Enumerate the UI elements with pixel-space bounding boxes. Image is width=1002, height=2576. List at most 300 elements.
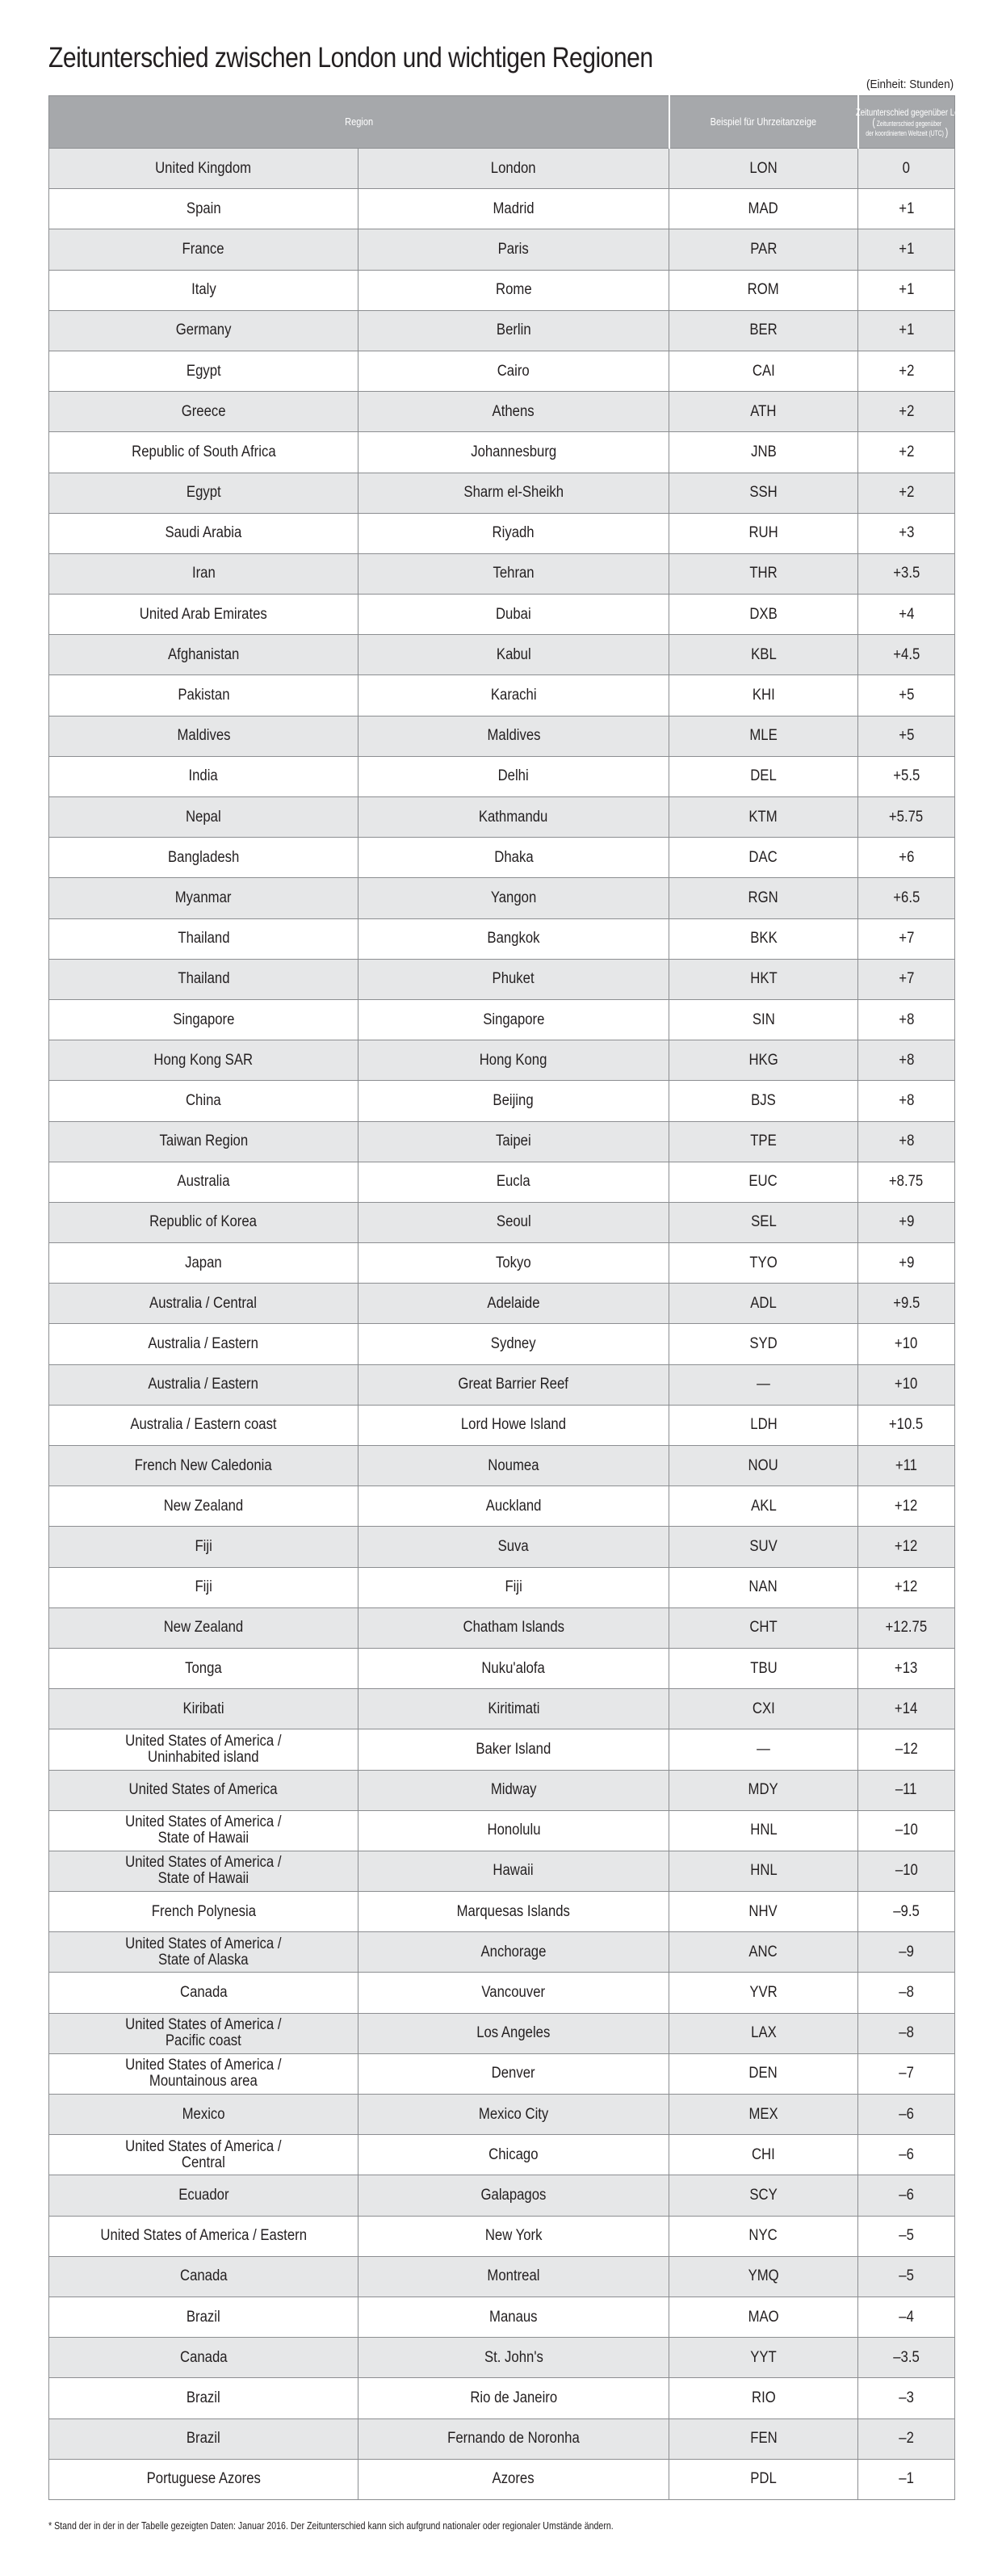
time-diff-cell: –9.5 [858, 1892, 955, 1932]
city-cell: Galapagos [358, 2175, 669, 2216]
code-cell: EUC [669, 1162, 858, 1202]
country-cell: Brazil [49, 2297, 358, 2337]
time-diff-cell: +1 [858, 189, 955, 229]
table-row [49, 473, 955, 513]
country-cell: United States of America / Mountainous area [49, 2053, 358, 2094]
city-cell: Great Barrier Reef [358, 1364, 669, 1405]
city-cell: Dubai [358, 595, 669, 635]
city-cell: Kabul [358, 635, 669, 675]
table-row [49, 1364, 955, 1405]
country-cell: Australia / Eastern [49, 1364, 358, 1405]
country-cell: United States of America / State of Hawaii [49, 1810, 358, 1851]
country-cell: Canada [49, 1973, 358, 2013]
time-diff-cell: +11 [858, 1446, 955, 1486]
city-cell: Hawaii [358, 1851, 669, 1891]
time-diff-cell: +1 [858, 229, 955, 270]
city-cell: Baker Island [358, 1729, 669, 1770]
table-row [49, 513, 955, 553]
city-cell: Rome [358, 270, 669, 310]
time-diff-cell: –5 [858, 2216, 955, 2256]
time-diff-cell: +14 [858, 1689, 955, 1729]
code-cell: RUH [669, 513, 858, 553]
table-row [49, 1202, 955, 1242]
time-diff-cell: –12 [858, 1729, 955, 1770]
code-cell: CHT [669, 1607, 858, 1648]
table-row [49, 1607, 955, 1648]
time-diff-cell: +8.75 [858, 1162, 955, 1202]
code-cell: HNL [669, 1810, 858, 1851]
time-diff-cell: +9.5 [858, 1284, 955, 1324]
city-cell: Chicago [358, 2135, 669, 2175]
country-cell: United Kingdom [49, 149, 358, 189]
country-cell: Republic of South Africa [49, 432, 358, 473]
code-cell: KTM [669, 797, 858, 838]
code-cell: SSH [669, 473, 858, 513]
country-cell: United States of America / State of Hawaii [49, 1851, 358, 1891]
country-cell: Australia [49, 1162, 358, 1202]
header-diff-sub-2: der koordinierten Weltzeit (UTC) ) [865, 125, 948, 138]
table-row [49, 270, 955, 310]
city-cell: Manaus [358, 2297, 669, 2337]
code-cell: THR [669, 553, 858, 594]
code-cell: NAN [669, 1567, 858, 1607]
code-cell: BER [669, 310, 858, 351]
code-cell: ANC [669, 1932, 858, 1973]
table-row [49, 553, 955, 594]
country-cell: United States of America / Pacific coast [49, 2013, 358, 2053]
city-cell: Phuket [358, 959, 669, 999]
code-cell: NOU [669, 1446, 858, 1486]
time-diff-cell: +12.75 [858, 1607, 955, 1648]
time-diff-cell: +8 [858, 1040, 955, 1081]
time-diff-cell: +7 [858, 918, 955, 959]
table-row [49, 2338, 955, 2378]
country-cell: Greece [49, 392, 358, 432]
code-cell: CHI [669, 2135, 858, 2175]
time-diff-cell: +6.5 [858, 878, 955, 918]
header-clock-example: Beispiel für Uhrzeitanzeige [669, 96, 858, 149]
code-cell: PDL [669, 2459, 858, 2499]
time-diff-cell: –1 [858, 2459, 955, 2499]
table-row [49, 1162, 955, 1202]
city-cell: Denver [358, 2053, 669, 2094]
table-row [49, 797, 955, 838]
time-diff-cell: +6 [858, 838, 955, 878]
table-row [49, 1892, 955, 1932]
header-diff-sub: ( Zeitunterschied gegenüber [871, 116, 941, 128]
code-cell: LON [669, 149, 858, 189]
table-header-row [49, 96, 955, 149]
code-cell: MLE [669, 716, 858, 756]
city-cell: Sharm el-Sheikh [358, 473, 669, 513]
code-cell: ATH [669, 392, 858, 432]
city-cell: Chatham Islands [358, 1607, 669, 1648]
country-cell: Taiwan Region [49, 1121, 358, 1162]
time-diff-cell: +5.5 [858, 756, 955, 796]
time-diff-cell: +1 [858, 310, 955, 351]
city-cell: Los Angeles [358, 2013, 669, 2053]
country-cell: Canada [49, 2338, 358, 2378]
country-cell: India [49, 756, 358, 796]
time-diff-cell: –2 [858, 2418, 955, 2459]
table-row [49, 716, 955, 756]
city-cell: Tokyo [358, 1243, 669, 1284]
time-diff-cell: +10 [858, 1364, 955, 1405]
country-cell: Spain [49, 189, 358, 229]
city-cell: Midway [358, 1770, 669, 1810]
code-cell: AKL [669, 1486, 858, 1527]
city-cell: Bangkok [358, 918, 669, 959]
time-diff-cell: +3 [858, 513, 955, 553]
code-cell: MEX [669, 2095, 858, 2135]
code-cell: BJS [669, 1081, 858, 1121]
country-cell: New Zealand [49, 1607, 358, 1648]
country-cell: Maldives [49, 716, 358, 756]
table-row [49, 310, 955, 351]
time-diff-cell: +8 [858, 999, 955, 1040]
city-cell: Honolulu [358, 1810, 669, 1851]
time-diff-cell: –6 [858, 2135, 955, 2175]
country-cell: Brazil [49, 2418, 358, 2459]
code-cell: MAD [669, 189, 858, 229]
country-cell: United States of America / Eastern [49, 2216, 358, 2256]
city-cell: Adelaide [358, 1284, 669, 1324]
time-diff-cell: +12 [858, 1527, 955, 1567]
city-cell: St. John's [358, 2338, 669, 2378]
time-diff-cell: –11 [858, 1770, 955, 1810]
table-row [49, 2297, 955, 2337]
code-cell: ADL [669, 1284, 858, 1324]
time-diff-cell: +2 [858, 392, 955, 432]
table-row [49, 392, 955, 432]
code-cell: SYD [669, 1324, 858, 1364]
time-diff-cell: –8 [858, 2013, 955, 2053]
city-cell: Fernando de Noronha [358, 2418, 669, 2459]
code-cell: PAR [669, 229, 858, 270]
country-cell: Thailand [49, 918, 358, 959]
country-cell: Bangladesh [49, 838, 358, 878]
country-cell: Nepal [49, 797, 358, 838]
table-row [49, 2135, 955, 2175]
time-diff-cell: –4 [858, 2297, 955, 2337]
time-diff-cell: +5 [858, 716, 955, 756]
time-diff-cell: +2 [858, 473, 955, 513]
time-diff-cell: +1 [858, 270, 955, 310]
time-diff-cell: –6 [858, 2095, 955, 2135]
city-cell: New York [358, 2216, 669, 2256]
code-cell: — [669, 1364, 858, 1405]
code-cell: YMQ [669, 2256, 858, 2297]
table-row [49, 2378, 955, 2418]
city-cell: Hong Kong [358, 1040, 669, 1081]
country-cell: United States of America / Uninhabited island [49, 1729, 358, 1770]
table-row [49, 595, 955, 635]
table-row [49, 1040, 955, 1081]
table-row [49, 2216, 955, 2256]
city-cell: Paris [358, 229, 669, 270]
code-cell: YYT [669, 2338, 858, 2378]
table-body [49, 149, 955, 2500]
time-diff-cell: –7 [858, 2053, 955, 2094]
country-cell: Hong Kong SAR [49, 1040, 358, 1081]
country-cell: China [49, 1081, 358, 1121]
time-diff-cell: +8 [858, 1081, 955, 1121]
country-cell: United States of America / Central [49, 2135, 358, 2175]
footnote: * Stand der in der in der Tabelle gezeigten Daten: Januar 2016. Der Zeitunterschied kann sich aufgrund nationaler oder regionaler Umstände ändern. [48, 2520, 614, 2532]
code-cell: SEL [669, 1202, 858, 1242]
code-cell: SIN [669, 999, 858, 1040]
time-diff-cell: +13 [858, 1648, 955, 1688]
city-cell: Yangon [358, 878, 669, 918]
city-cell: Noumea [358, 1446, 669, 1486]
country-cell: Australia / Eastern coast [49, 1405, 358, 1445]
city-cell: Delhi [358, 756, 669, 796]
country-cell: Iran [49, 553, 358, 594]
code-cell: TPE [669, 1121, 858, 1162]
city-cell: Berlin [358, 310, 669, 351]
code-cell: FEN [669, 2418, 858, 2459]
table-row [49, 189, 955, 229]
table-row [49, 1567, 955, 1607]
city-cell: Athens [358, 392, 669, 432]
time-difference-table [48, 95, 976, 2500]
unit-note: (Einheit: Stunden) [866, 78, 954, 91]
table-row [49, 351, 955, 391]
table-row [49, 1932, 955, 1973]
table-row [49, 1689, 955, 1729]
code-cell: CAI [669, 351, 858, 391]
table-row [49, 999, 955, 1040]
city-cell: Karachi [358, 675, 669, 716]
country-cell: Fiji [49, 1527, 358, 1567]
country-cell: New Zealand [49, 1486, 358, 1527]
table-row [49, 1446, 955, 1486]
country-cell: Pakistan [49, 675, 358, 716]
time-diff-cell: +4 [858, 595, 955, 635]
table-row [49, 1243, 955, 1284]
time-diff-cell: –3.5 [858, 2338, 955, 2378]
country-cell: Singapore [49, 999, 358, 1040]
code-cell: JNB [669, 432, 858, 473]
city-cell: Taipei [358, 1121, 669, 1162]
time-diff-cell: +3.5 [858, 553, 955, 594]
header-diff-main: Zeitunterschied gegenüber London [855, 107, 976, 118]
code-cell: CXI [669, 1689, 858, 1729]
city-cell: Sydney [358, 1324, 669, 1364]
time-diff-cell: –8 [858, 1973, 955, 2013]
country-cell: Australia / Central [49, 1284, 358, 1324]
time-diff-cell: +8 [858, 1121, 955, 1162]
table-row [49, 2053, 955, 2094]
header-time-difference [855, 96, 976, 149]
country-cell: Saudi Arabia [49, 513, 358, 553]
time-diff-cell: –5 [858, 2256, 955, 2297]
time-diff-cell: –10 [858, 1810, 955, 1851]
code-cell: TYO [669, 1243, 858, 1284]
country-cell: France [49, 229, 358, 270]
code-cell: RGN [669, 878, 858, 918]
country-cell: French Polynesia [49, 1892, 358, 1932]
country-cell: Germany [49, 310, 358, 351]
city-cell: Marquesas Islands [358, 1892, 669, 1932]
country-cell: Brazil [49, 2378, 358, 2418]
table-row [49, 149, 955, 189]
city-cell: Singapore [358, 999, 669, 1040]
country-cell: French New Caledonia [49, 1446, 358, 1486]
time-diff-cell: –9 [858, 1932, 955, 1973]
code-cell: DAC [669, 838, 858, 878]
time-diff-cell: +10.5 [858, 1405, 955, 1445]
country-cell: Egypt [49, 473, 358, 513]
city-cell: Nuku'alofa [358, 1648, 669, 1688]
city-cell: Rio de Janeiro [358, 2378, 669, 2418]
time-diff-cell: –6 [858, 2175, 955, 2216]
city-cell: Fiji [358, 1567, 669, 1607]
city-cell: Seoul [358, 1202, 669, 1242]
table-row [49, 838, 955, 878]
time-diff-cell: –3 [858, 2378, 955, 2418]
time-diff-cell: +5.75 [858, 797, 955, 838]
time-diff-cell: +12 [858, 1486, 955, 1527]
table-row [49, 1486, 955, 1527]
country-cell: Portuguese Azores [49, 2459, 358, 2499]
city-cell: Anchorage [358, 1932, 669, 1973]
time-diff-cell: +9 [858, 1243, 955, 1284]
code-cell: SUV [669, 1527, 858, 1567]
city-cell: Madrid [358, 189, 669, 229]
table-row [49, 1729, 955, 1770]
city-cell: Johannesburg [358, 432, 669, 473]
table-row [49, 918, 955, 959]
table-row [49, 229, 955, 270]
country-cell: Myanmar [49, 878, 358, 918]
code-cell: ROM [669, 270, 858, 310]
city-cell: Mexico City [358, 2095, 669, 2135]
city-cell: Maldives [358, 716, 669, 756]
country-cell: Afghanistan [49, 635, 358, 675]
table-row [49, 1648, 955, 1688]
city-cell: Vancouver [358, 1973, 669, 2013]
time-diff-cell: 0 [858, 149, 955, 189]
country-cell: Mexico [49, 2095, 358, 2135]
time-diff-cell: +7 [858, 959, 955, 999]
table-row [49, 959, 955, 999]
table-row [49, 1770, 955, 1810]
city-cell: Kiritimati [358, 1689, 669, 1729]
code-cell: TBU [669, 1648, 858, 1688]
table-row [49, 2459, 955, 2499]
code-cell: BKK [669, 918, 858, 959]
table-row [49, 2418, 955, 2459]
city-cell: Dhaka [358, 838, 669, 878]
table-row [49, 675, 955, 716]
table-row [49, 635, 955, 675]
table-row [49, 1284, 955, 1324]
country-cell: Thailand [49, 959, 358, 999]
table-row [49, 432, 955, 473]
code-cell: SCY [669, 2175, 858, 2216]
city-cell: Suva [358, 1527, 669, 1567]
code-cell: DXB [669, 595, 858, 635]
time-diff-cell: +10 [858, 1324, 955, 1364]
code-cell: KHI [669, 675, 858, 716]
city-cell: Montreal [358, 2256, 669, 2297]
city-cell: Azores [358, 2459, 669, 2499]
code-cell: — [669, 1729, 858, 1770]
table-row [49, 756, 955, 796]
table-row [49, 1121, 955, 1162]
city-cell: Kathmandu [358, 797, 669, 838]
code-cell: MDY [669, 1770, 858, 1810]
time-diff-cell: +5 [858, 675, 955, 716]
table-row [49, 2095, 955, 2135]
table-row [49, 2013, 955, 2053]
table-row [49, 1810, 955, 1851]
time-diff-cell: +2 [858, 432, 955, 473]
country-cell: Japan [49, 1243, 358, 1284]
country-cell: Tonga [49, 1648, 358, 1688]
code-cell: HKT [669, 959, 858, 999]
code-cell: DEL [669, 756, 858, 796]
table-row [49, 2256, 955, 2297]
code-cell: MAO [669, 2297, 858, 2337]
table-row [49, 1527, 955, 1567]
country-cell: Canada [49, 2256, 358, 2297]
code-cell: LAX [669, 2013, 858, 2053]
country-cell: United Arab Emirates [49, 595, 358, 635]
time-diff-cell: +9 [858, 1202, 955, 1242]
code-cell: NHV [669, 1892, 858, 1932]
code-cell: DEN [669, 2053, 858, 2094]
code-cell: YVR [669, 1973, 858, 2013]
table-row [49, 878, 955, 918]
table-row [49, 1324, 955, 1364]
time-diff-cell: –10 [858, 1851, 955, 1891]
country-cell: Ecuador [49, 2175, 358, 2216]
table-row [49, 1405, 955, 1445]
country-cell: Italy [49, 270, 358, 310]
page-title: Zeitunterschied zwischen London und wichtigen Regionen [48, 42, 653, 74]
time-diff-cell: +4.5 [858, 635, 955, 675]
city-cell: Auckland [358, 1486, 669, 1527]
code-cell: HNL [669, 1851, 858, 1891]
city-cell: Lord Howe Island [358, 1405, 669, 1445]
table-row [49, 1081, 955, 1121]
time-diff-cell: +2 [858, 351, 955, 391]
code-cell: HKG [669, 1040, 858, 1081]
city-cell: Tehran [358, 553, 669, 594]
time-diff-cell: +12 [858, 1567, 955, 1607]
city-cell: Beijing [358, 1081, 669, 1121]
table-row [49, 1973, 955, 2013]
code-cell: RIO [669, 2378, 858, 2418]
code-cell: KBL [669, 635, 858, 675]
city-cell: London [358, 149, 669, 189]
header-region: Region [49, 96, 669, 149]
table-row [49, 1851, 955, 1891]
table-row [49, 2175, 955, 2216]
country-cell: United States of America / State of Alaska [49, 1932, 358, 1973]
country-cell: Fiji [49, 1567, 358, 1607]
code-cell: LDH [669, 1405, 858, 1445]
city-cell: Riyadh [358, 513, 669, 553]
country-cell: United States of America [49, 1770, 358, 1810]
country-cell: Republic of Korea [49, 1202, 358, 1242]
city-cell: Cairo [358, 351, 669, 391]
city-cell: Eucla [358, 1162, 669, 1202]
country-cell: Egypt [49, 351, 358, 391]
code-cell: NYC [669, 2216, 858, 2256]
